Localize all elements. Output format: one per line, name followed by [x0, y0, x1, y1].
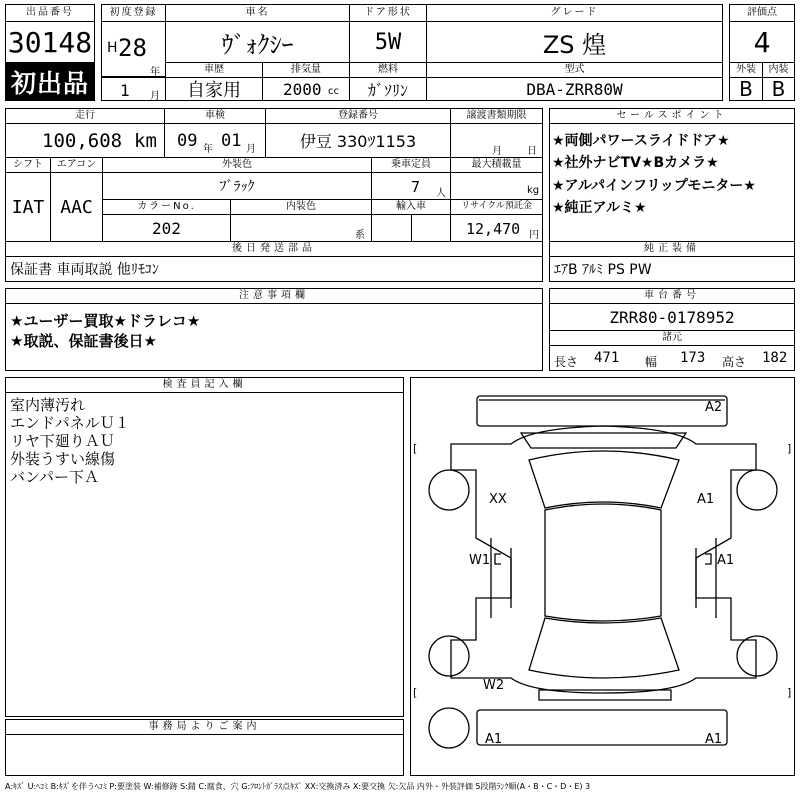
import-box-left	[371, 214, 412, 242]
rear-bumper-panel	[477, 710, 727, 745]
rear-glass	[529, 618, 679, 678]
bracket-top-left: [	[413, 442, 418, 455]
right-door-lines	[696, 538, 716, 618]
front-lamps	[521, 433, 686, 448]
capacity: 7	[411, 178, 421, 196]
era-value: H	[107, 40, 118, 56]
displacement-unit: cc	[328, 86, 339, 97]
inspector-line-2: エンドパネルＵ１	[10, 414, 130, 432]
model-label: 型式	[426, 62, 723, 78]
capacity-label: 乗車定員	[371, 157, 451, 173]
height: 182	[762, 350, 788, 366]
length: 471	[594, 350, 620, 366]
car-name-label: 車名	[165, 4, 350, 22]
roof-panel	[545, 504, 661, 621]
first-listing-badge: 初出品	[5, 63, 95, 101]
grade-label: グレード	[426, 4, 723, 22]
office-label: 事務局よりご案内	[5, 719, 404, 735]
displacement: 2000	[283, 80, 322, 99]
dimensions-box	[549, 345, 795, 371]
first-reg-label: 初度登録	[101, 4, 166, 22]
plate: 伊豆 330ﾂ1153	[265, 123, 451, 158]
lot-number-label: 出品番号	[5, 4, 95, 22]
recycle: 12,470	[466, 220, 521, 238]
ac-label: エアコン	[50, 157, 103, 173]
inspector-line-1: 室内薄汚れ	[10, 396, 86, 414]
inspector-line-3: リヤ下廻りＡＵ	[10, 432, 115, 450]
dimensions-label: 諸元	[549, 330, 795, 346]
length-label: 長さ	[554, 355, 579, 369]
bracket-top-right: ]	[787, 442, 792, 455]
car-name: ｳﾞｫｸｼｰ	[165, 21, 350, 63]
recycle-label: リサイクル預託金	[450, 199, 543, 215]
transfer-day: 日	[527, 146, 537, 157]
color-label: 外装色	[102, 157, 372, 173]
mark-bumper-left: A1	[485, 732, 503, 747]
mileage: 100,608	[42, 130, 123, 152]
note-line-2: ★取説、保証書後日★	[10, 332, 157, 350]
office-box	[5, 734, 404, 776]
inspector-label: 検査員記入欄	[5, 377, 404, 393]
mark-hood-left: XX	[489, 492, 507, 507]
year-unit: 年	[150, 67, 160, 78]
color-no: 202	[102, 214, 231, 242]
mark-hood-right: A1	[697, 492, 715, 507]
color-no-label: カラーNo.	[102, 199, 231, 215]
rear-right-tire	[737, 636, 777, 676]
door-type: 5W	[349, 21, 427, 63]
width-label: 幅	[645, 355, 658, 369]
import-label: 輸入車	[371, 199, 451, 215]
history-label: 車歴	[165, 62, 263, 78]
body-outline	[451, 426, 756, 693]
inspection-year-unit: 年	[203, 144, 213, 155]
mark-left-door: W1	[469, 553, 491, 568]
damage-diagram-box	[410, 377, 795, 776]
inspector-line-4: 外装うすい線傷	[10, 450, 116, 468]
score-label: 評価点	[729, 4, 795, 22]
interior-color-box	[230, 214, 372, 242]
height-label: 高さ	[722, 355, 747, 369]
legend: A:ｷｽﾞ U:ﾍｺﾐ B:ｷｽﾞを伴うﾍｺﾐ P:要塗装 W:補修跡 S:錆 C:腐食、穴 G:ﾌﾛﾝﾄｶﾞﾗｽ点ｷｽﾞ XX:交換済み X:要交換 欠:欠品 内外・外装評価 5段階ﾗﾝｸ順(A・B・C・D・E) 3	[5, 782, 591, 791]
sales-points-label: セールスポイント	[549, 108, 795, 124]
year-value: 28	[118, 34, 147, 62]
sales-point-3: ★アルパインフリップモニター★	[552, 178, 756, 194]
shift-label: シフト	[5, 157, 51, 173]
history: 自家用	[165, 77, 263, 101]
rear-left-tire	[429, 636, 469, 676]
fuel-label: 燃料	[349, 62, 427, 78]
door-label: ドア形状	[349, 4, 427, 22]
mirror-left	[495, 554, 501, 564]
sales-point-1: ★両側パワースライドドア★	[552, 133, 730, 149]
mileage-label: 走行	[5, 108, 165, 124]
sales-point-4: ★純正アルミ★	[552, 200, 647, 216]
lot-number: 30148	[5, 21, 95, 63]
ac: AAC	[50, 172, 103, 242]
mark-bumper-right: A1	[705, 732, 723, 747]
width: 173	[680, 350, 706, 366]
mark-rear-left: W2	[483, 678, 505, 693]
mark-roof-front: A2	[705, 400, 723, 415]
shift: IAT	[5, 172, 51, 242]
transfer-month: 月	[492, 146, 502, 157]
exterior-grade-label: 外装	[729, 62, 763, 78]
transfer-label: 譲渡書類期限	[450, 108, 543, 124]
chassis-number: ZRR80-0178952	[549, 303, 795, 331]
month-value: 1	[120, 81, 130, 100]
model: DBA-ZRR80W	[426, 77, 723, 101]
bracket-bottom-right: ]	[787, 686, 792, 699]
mileage-unit: km	[134, 130, 157, 152]
mirror-right	[705, 554, 711, 564]
front-right-tire	[737, 470, 777, 510]
exterior-grade: B	[729, 77, 763, 101]
equipment: ｴｱB ｱﾙﾐ PS PW	[549, 256, 795, 282]
load-unit: kg	[527, 185, 540, 196]
sales-point-2: ★社外ナビTV★Bカメラ★	[552, 155, 719, 171]
score: 4	[729, 21, 795, 63]
windshield	[529, 451, 679, 508]
chassis-label: 車台番号	[549, 288, 795, 304]
inspector-line-5: バンパー下Ａ	[10, 468, 99, 486]
color: ﾌﾞﾗｯｸ	[102, 172, 372, 200]
interior-grade-label: 内装	[762, 62, 795, 78]
first-reg-divider	[101, 76, 166, 78]
left-door-lines	[491, 538, 511, 618]
note-line-1: ★ユーザー買取★ドラレコ★	[10, 312, 201, 330]
front-left-tire	[429, 470, 469, 510]
inspection-label: 車検	[164, 108, 266, 124]
interior-color-label: 内装色	[230, 199, 372, 215]
displacement-label: 排気量	[262, 62, 350, 78]
car-diagram	[411, 378, 795, 776]
inspection-month-unit: 月	[246, 144, 256, 155]
deferred-label: 後日発送部品	[5, 241, 543, 257]
bracket-bottom-left: [	[413, 686, 418, 699]
interior-grade: B	[762, 77, 795, 101]
month-unit: 月	[150, 91, 160, 102]
load-label: 最大積載量	[450, 157, 543, 173]
deferred-parts: 保証書 車両取説 他ﾘﾓｺﾝ	[5, 256, 543, 282]
spare-tire	[429, 708, 469, 748]
notes-label: 注意事項欄	[5, 288, 543, 304]
inspection-year: 09	[177, 131, 198, 151]
grade: ZS 煌	[426, 21, 723, 63]
capacity-unit: 人	[436, 188, 446, 199]
inspection-month: 01	[221, 131, 242, 151]
import-box-right	[411, 214, 451, 242]
plate-label: 登録番号	[265, 108, 451, 124]
equipment-label: 純正装備	[549, 241, 795, 257]
recycle-unit: 円	[529, 230, 539, 241]
fuel: ｶﾞｿﾘﾝ	[349, 77, 427, 101]
mark-right-door: A1	[717, 553, 735, 568]
interior-color-unit: 系	[355, 230, 365, 241]
